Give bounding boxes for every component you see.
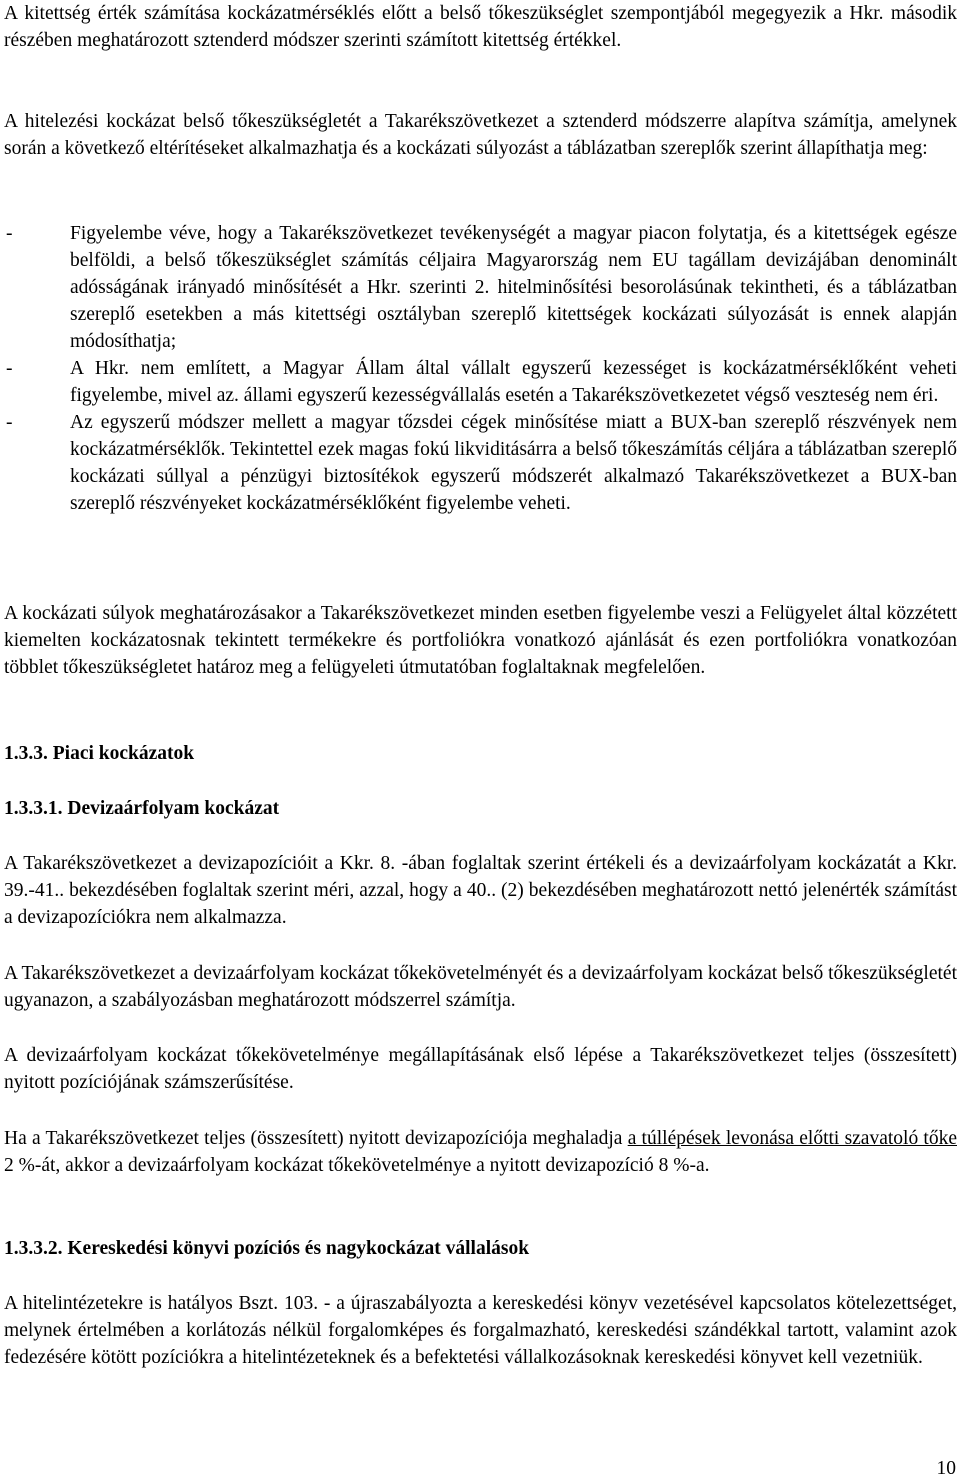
paragraph-tullepesek-pre: Ha a Takarékszövetkezet teljes (összesített) nyitott devizapozíciója meghaladja xyxy=(4,1128,628,1149)
list-item-text: Az egyszerű módszer mellett a magyar tőzsdei cégek minősítése miatt a BUX-ban szereplő részvények nem kockázatmérséklők. Tekintettel ezek magas fokú likviditásárra a belső tőkeszámítás céljára a táblázatban szereplő kockázati súllyal a pénzügyi biztosítékok egyszerű módszerét alkalmazó Takarékszövetkezet a BUX-ban szereplő részvényeket kockázatmérséklőként figyelembe veheti. xyxy=(70,412,957,514)
list-item xyxy=(4,220,957,355)
list-item xyxy=(4,355,957,409)
list-item-text: A Hkr. nem említett, a Magyar Állam által vállalt egyszerű kezességet is kockázatmérséklőként veheti figyelembe, mivel az. állami egyszerű kezességvállalás esetén a Takarékszövetkezetet végső veszteség nem éri. xyxy=(70,358,957,406)
paragraph-bszt: A hitelintézetekre is hatályos Bszt. 103. - a újraszabályozta a kereskedési könyv vezetésével kapcsolatos kötelezettséget, melynek értelmében a korlátozás nélkül forgalomképes és forgalmazható, kereskedési szándékkal tartott, valamint azok fedezésére kötött pozíciókra a hitelintézeteknek és a befektetési vállalkozásoknak kereskedési könyvet kell vezetniük. xyxy=(4,1293,957,1368)
list-item xyxy=(4,409,957,517)
heading-piaci-kockazatok: 1.3.3. Piaci kockázatok xyxy=(4,743,195,764)
paragraph-kockazati-sulyok: A kockázati súlyok meghatározásakor a Takarékszövetkezet minden esetben figyelembe veszi a Felügyelet által közzétett kiemelten kockázatosnak tekintett termékekre és portfoliókra vonatkozó ajánlását és ezen portfoliókra vonatkozóan többlet tőkeszükségletet határoz meg a felügyeleti útmutatóban foglaltaknak megfelelően. xyxy=(4,603,957,678)
list-dash: - xyxy=(6,358,13,379)
paragraph-tullepesek xyxy=(4,1125,957,1179)
list-item-text: Figyelembe véve, hogy a Takarékszövetkezet tevékenységét a magyar piacon folytatja, és a kitettségek egésze belföldi, a belső tőkeszükséglet számítás céljaira Magyarország nem EU tagállam devizájában denominált adósságának irányadó minősítését a Hkr. szerinti 2. hitelminősítési besorolásúnak tekintheti, és a táblázatban szereplő esetekben a más kitettségi osztályban szereplő kitettségek kockázati súlyozását is ennek alapján módosíthatja; xyxy=(70,223,957,352)
page-number: 10 xyxy=(936,1458,956,1479)
heading-devizaarfolyam-kockazat: 1.3.3.1. Devizaárfolyam kockázat xyxy=(4,798,280,819)
paragraph-nyitott-pozicio: A devizaárfolyam kockázat tőkekövetelménye megállapításának első lépése a Takarékszövetkezet teljes (összesített) nyitott pozíciójának számszerűsítése. xyxy=(4,1045,957,1093)
underlined-phrase: a túllépések levonása előtti szavatoló tőke xyxy=(627,1128,957,1149)
heading-kereskedesi-konyvi: 1.3.3.2. Kereskedési könyvi pozíciós és nagykockázat vállalások xyxy=(4,1238,530,1259)
list-dash: - xyxy=(6,412,13,433)
paragraph-tullepesek-post: 2 %-át, akkor a devizaárfolyam kockázat tőkekövetelménye a nyitott devizapozíció 8 %-a. xyxy=(4,1155,710,1176)
paragraph-kitettseg-ertek: A kitettség érték számítása kockázatmérséklés előtt a belső tőkeszükséglet szempontjából megegyezik a Hkr. második részében meghatározott sztenderd módszer szerinti számított kitettség értékkel. xyxy=(4,3,957,51)
paragraph-devizapoziciok: A Takarékszövetkezet a devizapozícióit a Kkr. 8. -ában foglaltak szerint értékeli és a devizaárfolyam kockázatát a Kkr. 39.-41.. bekezdésében foglaltak szerint méri, azzal, hogy a 40.. (2) bekezdésében meghatározott nettó jelenérték számítást a devizapozíciókra nem alkalmazza. xyxy=(4,853,957,928)
paragraph-hitelezesi-kockazat: A hitelezési kockázat belső tőkeszükségletét a Takarékszövetkezet a sztenderd módszerre alapítva számítja, amelynek során a következő eltérítéseket alkalmazhatja és a kockázati súlyozást a táblázatban szereplők szerint állapíthatja meg: xyxy=(4,111,957,159)
paragraph-tokekovetelmeny: A Takarékszövetkezet a devizaárfolyam kockázat tőkekövetelményét és a devizaárfolyam kockázat belső tőkeszükségletét ugyanazon, a szabályozásban meghatározott módszerrel számítja. xyxy=(4,963,957,1011)
list-dash: - xyxy=(6,223,13,244)
deviation-list xyxy=(4,220,957,517)
